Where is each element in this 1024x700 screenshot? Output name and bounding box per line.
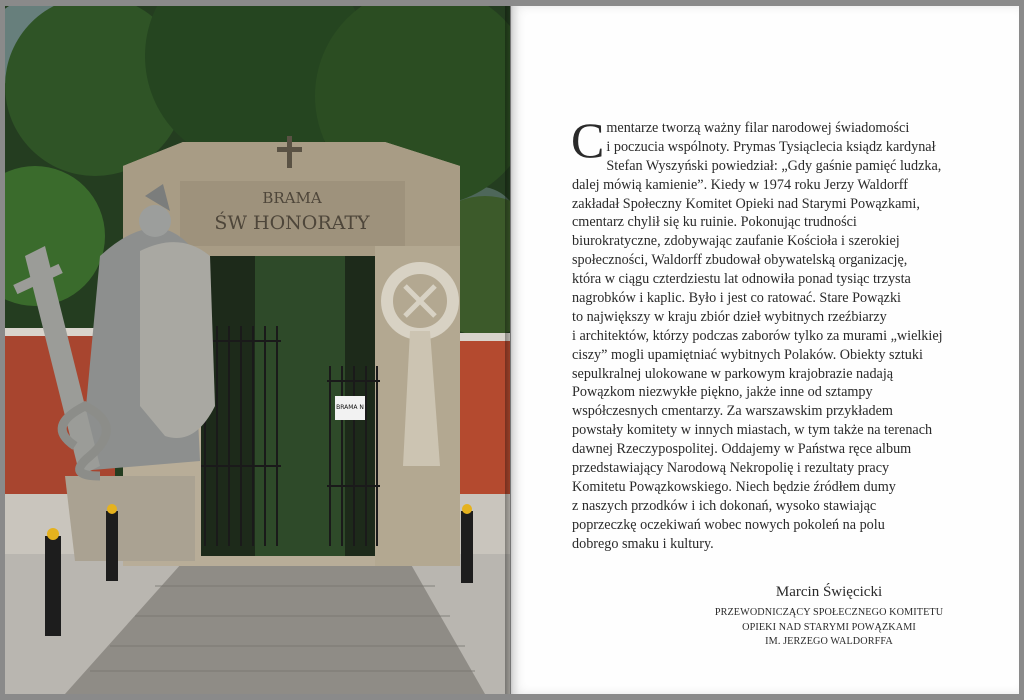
text-page [511,6,1019,694]
text-line: Powązkom niezwykłe piękno, jakże inne od sztampy [572,384,873,401]
text-line: ciszy” mogli upamiętniać wybitnych Polaków. Obiekty sztuki [572,346,923,363]
text-line: cmentarz chylił się ku ruinie. Pokonując trudności [572,214,857,231]
book-gutter [505,6,519,694]
text-line: powstały komitety w innych miastach, w tym także na terenach [572,422,933,439]
text-line: z naszych przodków i ich dokonań, wysoko stawiając [572,497,877,514]
signature-role-line3: IM. JERZEGO WALDORFFA [765,636,893,647]
text-line: dawnej Rzeczypospolitej. Oddajemy w Państwa ręce album [572,441,912,458]
text-line: i poczucia wspólnoty. Prymas Tysiąclecia ksiądz kardynał [606,138,936,155]
signature-block [679,582,979,650]
text-line: sepulkralnej ulokowane w parkowym krajobrazie nadają [572,365,894,382]
text-line: przedstawiający Narodową Nekropolię i rezultaty pracy [572,460,890,477]
gate-sign-text: BRAMA N [336,404,364,411]
text-line: społeczności, Waldorff zbudował obywatelską organizację, [572,252,908,269]
photo-illustration [5,6,510,694]
text-line: zakładał Społeczny Komitet Opieki nad Starymi Powązkami, [572,195,920,212]
text-line: to największy w kraju zbiór dzieł wybitnych rzeźbiarzy [572,308,887,325]
text-line: nagrobków i kaplic. Było i jest co ratować. Stare Powązki [572,290,901,307]
text-line: która w ciągu czterdziestu lat odnowiła ponad tysiąc trzysta [572,271,911,288]
text-line: współczesnych cmentarzy. Za warszawskim przykładem [572,403,893,420]
foreword-text [571,112,972,553]
text-line: biurokratyczne, zdobywając zaufanie Kościoła i szerokiej [572,233,900,250]
signature-role-line1: PRZEWODNICZĄCY SPOŁECZNEGO KOMITETU [714,607,944,618]
text-line: poprzeczkę oczekiwań wobec nowych pokoleń na polu [572,516,885,533]
gate-inscription-line2: ŚW HONORATY [214,212,370,234]
signature-role-line2: OPIEKI NAD STARYMI POWĄZKAMI [742,621,916,633]
text-line: Stefan Wyszyński powiedział: „Gdy gaśnie pamięć ludzka, [606,157,942,174]
text-line: mentarze tworzą ważny filar narodowej świadomości [606,120,910,136]
text-line: dalej mówią kamienie”. Kiedy w 1974 roku Jerzy Waldorff [572,176,908,193]
cemetery-gate-photo [5,6,510,694]
gate-inscription-line1: BRAMA [262,189,322,207]
drop-cap: C [571,112,605,168]
text-line: dobrego smaku i kultury. [572,535,714,552]
text-line: i architektów, którzy podczas zaborów tylko za murami „wielkiej [572,327,943,344]
signature-name: Marcin Święcicki [775,584,883,600]
text-line: Komitetu Powązkowskiego. Niech będzie źródłem dumy [572,478,896,495]
